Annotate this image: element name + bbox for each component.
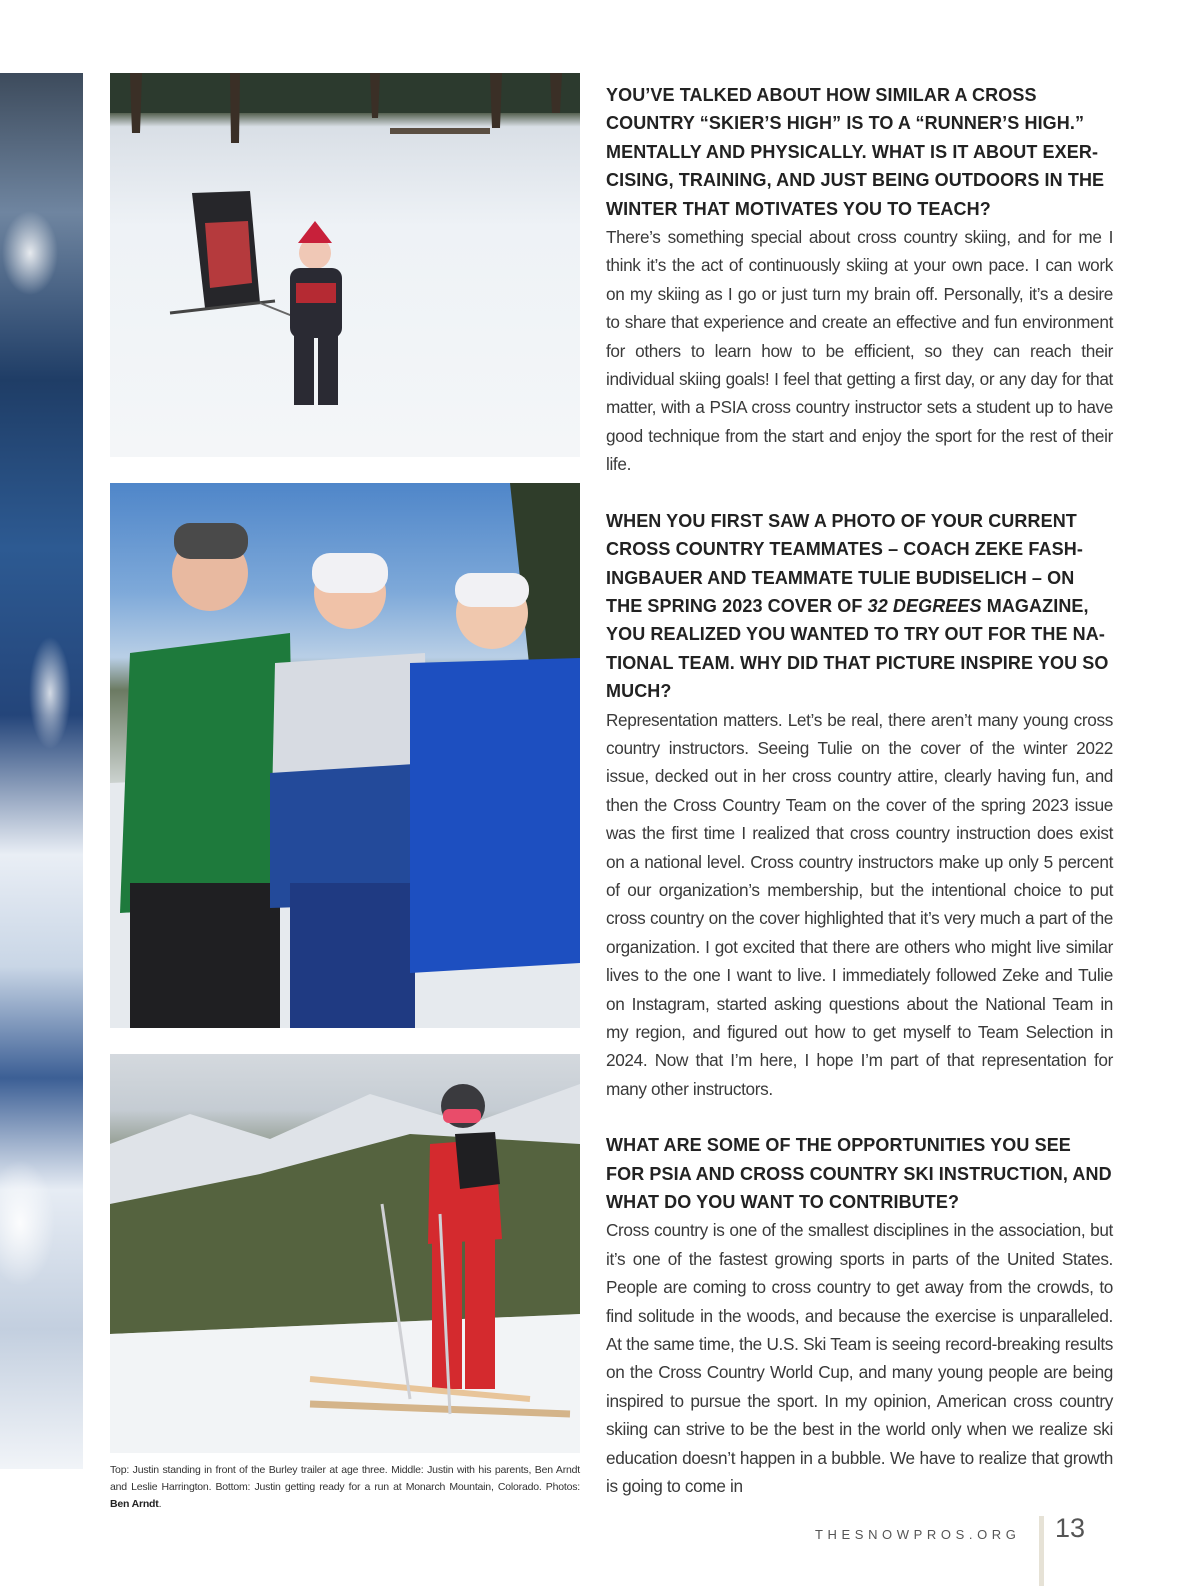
edge-photo-strip (0, 73, 83, 1469)
photo-caption (110, 1462, 580, 1513)
article-column (606, 81, 1113, 1529)
question-heading (606, 507, 1113, 706)
qa-block-3 (606, 1131, 1113, 1500)
monarch-photo (110, 1054, 580, 1453)
answer-paragraph: Representation matters. Let’s be real, there aren’t many young cross country instructors. Seeing Tulie on the cover of the winter 2022 issue, decked out in her cross country attire, clearly having fun, and then the Cross Country Team on the cover of the spring 2023 issue was the first time I realized that cross country instruction does exist on a national level. Cross country instructors make up only 5 percent of our organization’s membership, but the intentional choice to put cross country on the cover highlighted that it’s very much a part of the organization. I got excited that there are others who might live similar lives to the one I want to live. I immediately followed Zeke and Tulie on Instagram, started asking questions about the National Team in my region, and figured out how to get myself to Team Selection in 2024. Now that I’m here, I hope I’m part of that representation for many other instructors. (606, 709, 1113, 1099)
qa-block-1 (606, 81, 1113, 479)
footer-website: THESNOWPROS.ORG (815, 1527, 1021, 1542)
question-heading: YOU’VE TALKED ABOUT HOW SIMILAR A CROSS COUNTRY “SKIER’S HIGH” IS TO A “RUNNER’S HIGH.” MENTALLY AND PHYSICALLY. WHAT IS IT ABOUT EXERCISING, TRAINING, AND JUST BEING OUTDOORS IN THE WINTER THAT MOTIVATES YOU TO TEACH? (606, 85, 1105, 219)
caption-end: . (158, 1498, 162, 1510)
question-text-post: MAGAZINE, YOU REALIZED YOU WANTED TO TRY OUT FOR THE NATIONAL TEAM. WHY DID THAT PICTURE INSPIRE YOU SO MUCH? (606, 595, 1109, 702)
trailer-photo (110, 73, 580, 457)
photo-credit: Ben Arndt (110, 1498, 159, 1510)
magazine-title: 32 DEGREES (867, 595, 982, 616)
page-number: 13 (1055, 1513, 1086, 1543)
question-heading: WHAT ARE SOME OF THE OPPORTUNITIES YOU SEE FOR PSIA AND CROSS COUNTRY SKI INSTRUCTION, AND WHAT DO YOU WANT TO CONTRIBUTE? (606, 1135, 1112, 1213)
question-text-pre: WHEN YOU FIRST SAW A PHOTO OF YOUR CURRENT CROSS COUNTRY TEAMMATES – COACH ZEKE FASHINGBAUER AND TEAMMATE TULIE BUDISELICH – ON THE SPRING 2023 COVER OF (606, 510, 1083, 616)
qa-block-2 (606, 507, 1113, 1104)
answer-paragraph: There’s something special about cross country skiing, and for me I think it’s the act of continuously skiing at your own pace. I can work on my skiing as I go or just turn my brain off. Personally, it’s a desire to share that experience and create an effective and fun environment for others to learn how to be efficient, so they can reach their individual skiing goals! I feel that getting a first day, or any day for that matter, with a PSIA cross country instructor sets a student up to have good technique from the start and enjoy the sport for the rest of their life. (606, 227, 1113, 475)
answer-paragraph: Cross country is one of the smallest disciplines in the association, but it’s one of the fastest growing sports in parts of the United States. People are coming to cross country to get away from the crowds, to find solitude in the woods, and because the exercise is unparalleled. At the same time, the U.S. Ski Team is seeing record-breaking results on the Cross Country World Cup, and many young people are being inspired to pursue the sport. In my opinion, American cross country skiing can strive to be the best in the world only when we realize ski education doesn’t happen in a bubble. We have to realize that growth is going to come in (606, 1220, 1113, 1497)
family-photo (110, 483, 580, 1028)
caption-text: Top: Justin standing in front of the Burley trailer at age three. Middle: Justin with his parents, Ben Arndt and Leslie Harrington. Bottom: Justin getting ready for a run at Monarch Mountain, Colorado. Photos: (110, 1464, 580, 1493)
footer-divider (1039, 1516, 1044, 1586)
